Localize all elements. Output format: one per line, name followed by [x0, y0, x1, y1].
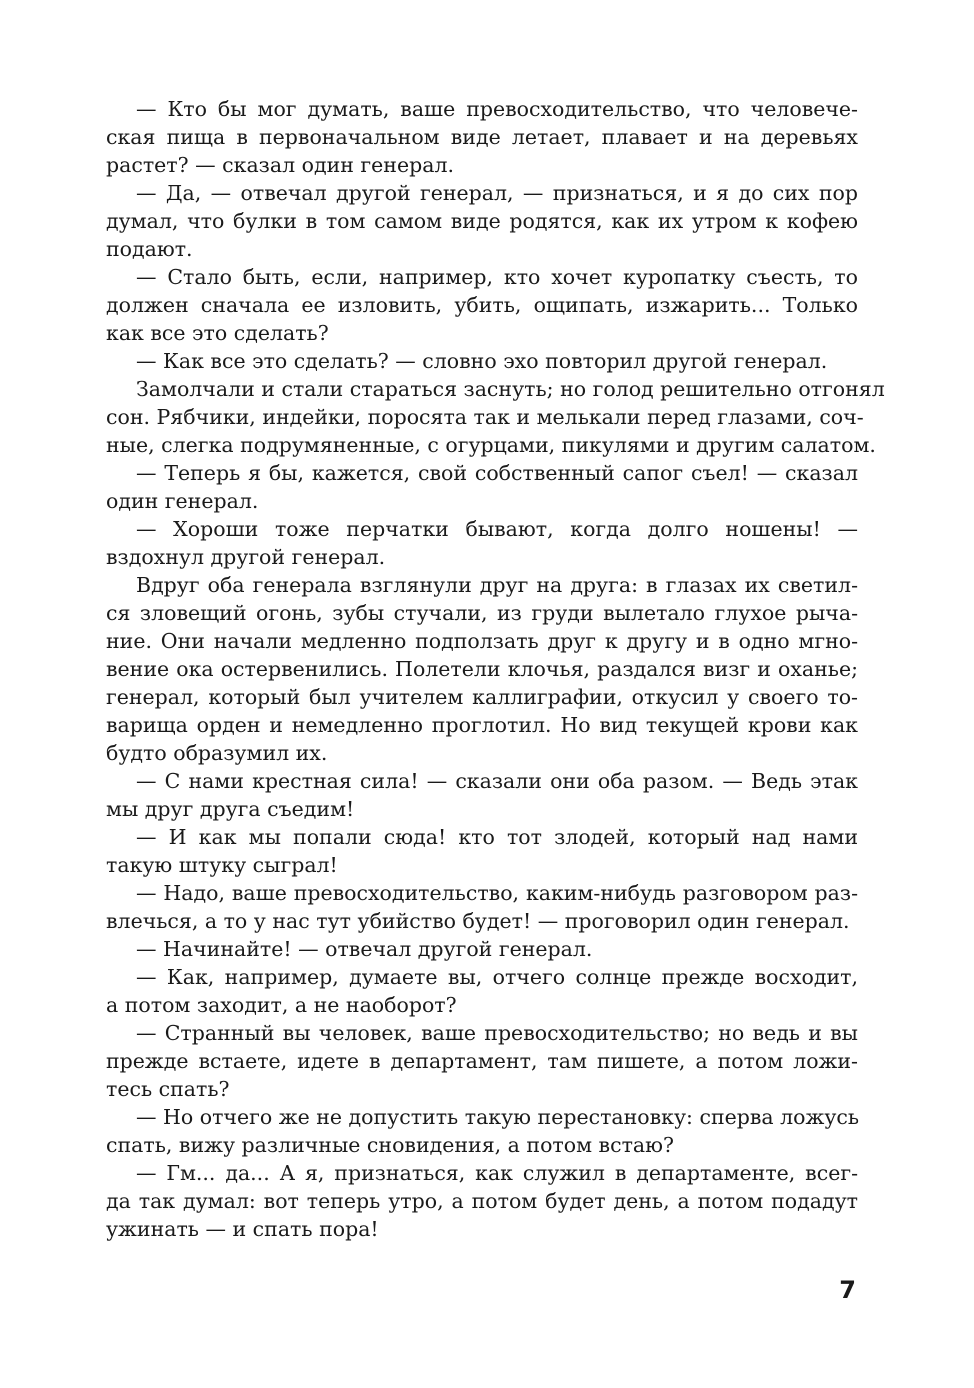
paragraph — [106, 1159, 858, 1243]
text-line: один генерал. — [106, 489, 259, 513]
text-line: ние. Они начали медленно подползать друг к другу и в одно мгно- — [106, 629, 858, 653]
text-line: — Гм... да... А я, признаться, как служил в департаменте, всег- — [136, 1161, 858, 1185]
paragraph — [106, 963, 858, 1019]
page-number: 7 — [839, 1276, 856, 1304]
paragraph — [106, 879, 858, 935]
text-line: — Да, — отвечал другой генерал, — признаться, и я до сих пор — [136, 181, 858, 205]
text-line: мы друг друга съедим! — [106, 797, 355, 821]
text-line: ся зловещий огонь, зубы стучали, из груди вылетало глухое рыча- — [106, 601, 858, 625]
page-body — [106, 95, 885, 1243]
text-line: — Хороши тоже перчатки бывают, когда долго ношены! — — [136, 517, 858, 541]
text-line: — Стало быть, если, например, кто хочет куропатку съесть, то — [136, 265, 858, 289]
paragraph — [106, 571, 858, 767]
text-line: — Как все это сделать? — словно эхо повторил другой генерал. — [136, 349, 828, 373]
text-line: — Но отчего же не допустить такую перестановку: сперва ложусь — [136, 1105, 860, 1129]
text-line: должен сначала ее изловить, убить, ощипать, изжарить... Только — [106, 293, 858, 317]
text-line: Замолчали и стали стараться заснуть; но голод решительно отгонял — [136, 377, 885, 401]
text-line: спать, вижу различные сновидения, а потом встаю? — [106, 1133, 674, 1157]
text-line: — Как, например, думаете вы, отчего солнце прежде восходит, — [136, 965, 858, 989]
paragraph — [106, 767, 858, 823]
text-line: как все это сделать? — [106, 321, 329, 345]
paragraph — [106, 263, 858, 347]
text-line: влечься, а то у нас тут убийство будет! — проговорил один генерал. — [106, 909, 850, 933]
text-line: Вдруг оба генерала взглянули друг на друга: в глазах их светил- — [136, 573, 858, 597]
paragraph — [106, 95, 858, 179]
text-line: думал, что булки в том самом виде родятся, как их утром к кофею — [106, 209, 858, 233]
text-line: такую штуку сыграл! — [106, 853, 338, 877]
text-line: ужинать — и спать пора! — [106, 1217, 379, 1241]
text-line: вздохнул другой генерал. — [106, 545, 386, 569]
text-line: а потом заходит, а не наоборот? — [106, 993, 457, 1017]
paragraph — [106, 375, 885, 459]
text-line: — Странный вы человек, ваше превосходительство; но ведь и вы — [136, 1021, 858, 1045]
text-line: — И как мы попали сюда! кто тот злодей, который над нами — [136, 825, 858, 849]
paragraph — [106, 823, 858, 879]
text-line: растет? — сказал один генерал. — [106, 153, 454, 177]
paragraph — [106, 515, 858, 571]
text-line: — Надо, ваше превосходительство, каким-нибудь разговором раз- — [136, 881, 858, 905]
text-line: подают. — [106, 237, 193, 261]
text-line: — Теперь я бы, кажется, свой собственный сапог съел! — сказал — [136, 461, 858, 485]
text-line: да так думал: вот теперь утро, а потом будет день, а потом подадут — [106, 1189, 858, 1213]
text-line: — Начинайте! — отвечал другой генерал. — [136, 937, 593, 961]
text-line: ные, слегка подрумяненные, с огурцами, пикулями и другим салатом. — [106, 433, 876, 457]
paragraph — [106, 1103, 858, 1159]
paragraph — [106, 935, 858, 963]
text-line: тесь спать? — [106, 1077, 230, 1101]
text-line: прежде встаете, идете в департамент, там пишете, а потом ложи- — [106, 1049, 858, 1073]
text-line: — С нами крестная сила! — сказали они оба разом. — Ведь этак — [136, 769, 858, 793]
paragraph — [106, 347, 858, 375]
text-line: варища орден и немедленно проглотил. Но вид текущей крови как — [106, 713, 858, 737]
paragraph — [106, 179, 858, 263]
text-line: — Кто бы мог думать, ваше превосходительство, что человече- — [136, 97, 858, 121]
text-line: сон. Рябчики, индейки, поросята так и мелькали перед глазами, соч- — [106, 405, 864, 429]
paragraph — [106, 1019, 858, 1103]
text-line: вение ока остервенились. Полетели клочья, раздался визг и оханье; — [106, 657, 858, 681]
paragraph — [106, 459, 858, 515]
text-line: генерал, который был учителем каллиграфии, откусил у своего то- — [106, 685, 858, 709]
text-line: ская пища в первоначальном виде летает, плавает и на деревьях — [106, 125, 858, 149]
text-line: будто образумил их. — [106, 741, 328, 765]
